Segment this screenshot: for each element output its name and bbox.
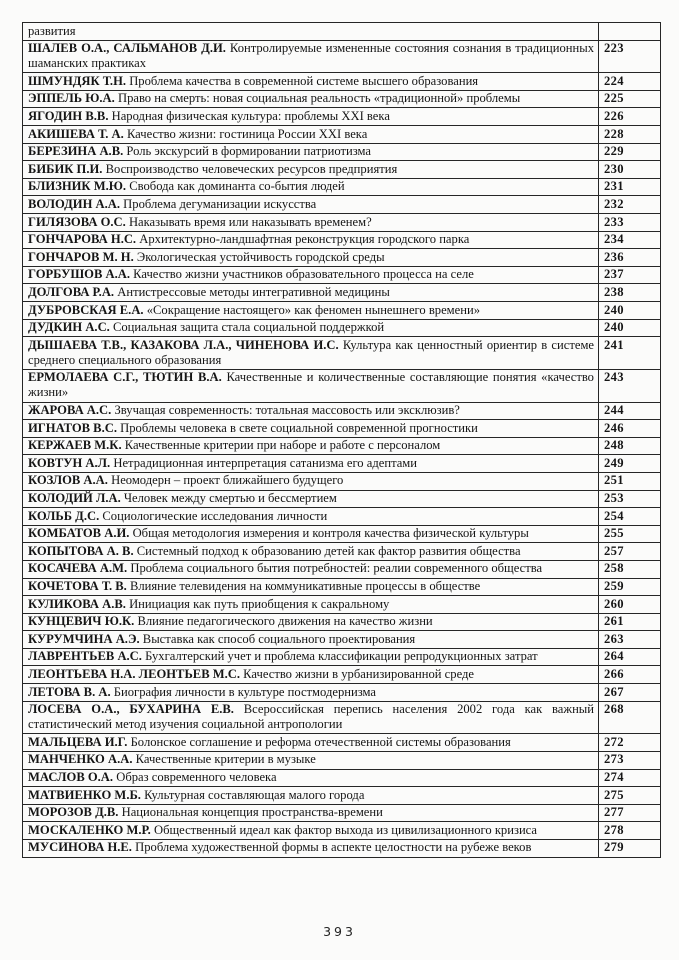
table-row xyxy=(23,214,661,232)
page-number-cell: 266 xyxy=(599,666,661,684)
entry-cell xyxy=(23,369,599,402)
entry-cell xyxy=(23,455,599,473)
entry-author: ГОНЧАРОВА Н.С. xyxy=(28,232,137,247)
entry-author: МУСИНОВА Н.Е. xyxy=(28,840,132,855)
page-number-cell: 273 xyxy=(599,751,661,769)
entry-title: Биография личности в культуре постмодернизма xyxy=(113,684,377,699)
entry-title: Проблема социального бытия потребностей: реалии современного общества xyxy=(130,561,543,576)
table-row xyxy=(23,543,661,561)
entry-author: КОВТУН А.Л. xyxy=(28,455,111,470)
toc-table xyxy=(22,22,661,858)
entry-author: ГОНЧАРОВ М. Н. xyxy=(28,249,134,264)
page-number-cell: 241 xyxy=(599,337,661,370)
entry-author: ДУДКИН А.С. xyxy=(28,320,110,335)
entry-title: Нетрадиционная интерпретация сатанизма его адептами xyxy=(113,455,418,470)
table-row xyxy=(23,126,661,144)
page-number-cell: 274 xyxy=(599,769,661,787)
table-row xyxy=(23,284,661,302)
table-row xyxy=(23,613,661,631)
entry-title: Антистрессовые методы интегративной медицины xyxy=(117,284,390,299)
page-number-cell: 255 xyxy=(599,525,661,543)
entry-cell xyxy=(23,73,599,91)
page-number-cell: 233 xyxy=(599,214,661,232)
entry-cell xyxy=(23,701,599,734)
entry-title: Наказывать время или наказывать временем? xyxy=(128,214,372,229)
entry-cell xyxy=(23,543,599,561)
entry-title: Бухгалтерский учет и проблема классификации репродукционных затрат xyxy=(145,649,538,664)
table-row xyxy=(23,23,661,41)
entry-title: Звучащая современность: тотальная массовость или эксклюзив? xyxy=(114,403,460,418)
table-row xyxy=(23,90,661,108)
entry-author: ИГНАТОВ В.С. xyxy=(28,420,117,435)
table-row xyxy=(23,839,661,857)
entry-title: Национальная концепция пространства-времени xyxy=(121,805,383,820)
entry-author: ЭППЕЛЬ Ю.А. xyxy=(28,91,115,106)
page-footer-number: 393 xyxy=(323,924,356,939)
entry-title: Качественные и количественные составляющие понятия «качество жизни» xyxy=(28,370,594,400)
entry-cell xyxy=(23,23,599,41)
table-row xyxy=(23,684,661,702)
entry-author: КОЧЕТОВА Т. В. xyxy=(28,579,127,593)
entry-cell xyxy=(23,648,599,666)
entry-cell xyxy=(23,437,599,455)
page-number-cell: 226 xyxy=(599,108,661,126)
entry-title: Системный подход к образованию детей как фактор развития общества xyxy=(136,543,521,558)
entry-author: ЛОСЕВА О.А., БУХАРИНА Е.В. xyxy=(28,702,234,717)
page-number-cell: 267 xyxy=(599,684,661,702)
entry-cell xyxy=(23,751,599,769)
entry-title: развития xyxy=(28,23,76,38)
table-row xyxy=(23,560,661,578)
page-number-cell: 275 xyxy=(599,787,661,805)
entry-author: ЛЕТОВА В. А. xyxy=(28,684,111,699)
entry-cell xyxy=(23,508,599,526)
entry-title: Общественный идеал как фактор выхода из цивилизационного кризиса xyxy=(153,822,538,837)
entry-cell xyxy=(23,337,599,370)
page-number-cell: 260 xyxy=(599,596,661,614)
table-row xyxy=(23,822,661,840)
table-row xyxy=(23,787,661,805)
entry-cell xyxy=(23,839,599,857)
entry-title: Влияние педагогического движения на качество жизни xyxy=(137,614,433,629)
entry-cell xyxy=(23,490,599,508)
entry-title: Проблема дегуманизации искусства xyxy=(123,196,317,211)
entry-cell xyxy=(23,40,599,73)
page-number-cell: 228 xyxy=(599,126,661,144)
entry-title: Контролируемые измененные состояния сознания в традиционных шаманских практиках xyxy=(28,41,594,71)
table-row xyxy=(23,525,661,543)
page-number-cell: 243 xyxy=(599,369,661,402)
entry-cell xyxy=(23,596,599,614)
entry-title: Качество жизни в урбанизированной среде xyxy=(243,666,474,681)
table-row xyxy=(23,249,661,267)
table-row xyxy=(23,508,661,526)
entry-cell xyxy=(23,266,599,284)
entry-author: ШМУНДЯК Т.Н. xyxy=(28,73,127,88)
entry-title: Качественные критерии при наборе и работе с персоналом xyxy=(124,438,441,453)
entry-cell xyxy=(23,472,599,490)
entry-author: МОСКАЛЕНКО М.Р. xyxy=(28,822,151,837)
entry-title: Влияние телевидения на коммуникативные процессы в обществе xyxy=(129,579,481,593)
page-number-cell: 254 xyxy=(599,508,661,526)
entry-title: «Сокращение настоящего» как феномен нынешнего времени» xyxy=(146,302,481,317)
entry-cell xyxy=(23,108,599,126)
table-row xyxy=(23,420,661,438)
entry-cell xyxy=(23,734,599,752)
entry-title: Народная физическая культура: проблемы XXI века xyxy=(111,108,390,123)
page-number-cell: 234 xyxy=(599,231,661,249)
entry-title: Социологические исследования личности xyxy=(102,508,328,523)
entry-cell xyxy=(23,787,599,805)
entry-author: ГИЛЯЗОВА О.С. xyxy=(28,214,126,229)
page-number-cell: 246 xyxy=(599,420,661,438)
table-row xyxy=(23,701,661,734)
entry-cell xyxy=(23,666,599,684)
page-number-cell: 229 xyxy=(599,143,661,161)
table-row xyxy=(23,73,661,91)
entry-title: Проблема художественной формы в аспекте целостности на рубеже веков xyxy=(135,840,532,855)
entry-author: МОРОЗОВ Д.В. xyxy=(28,805,119,820)
table-row xyxy=(23,769,661,787)
table-row xyxy=(23,196,661,214)
table-row xyxy=(23,178,661,196)
entry-title: Архитектурно-ландшафтная реконструкция городского парка xyxy=(139,232,470,247)
page-number-cell: 240 xyxy=(599,302,661,320)
entry-cell xyxy=(23,822,599,840)
table-row xyxy=(23,437,661,455)
page-number-cell: 248 xyxy=(599,437,661,455)
entry-title: Воспроизводство человеческих ресурсов предприятия xyxy=(105,161,398,176)
entry-cell xyxy=(23,684,599,702)
table-row xyxy=(23,596,661,614)
page-number-cell: 249 xyxy=(599,455,661,473)
entry-author: БИБИК П.И. xyxy=(28,161,103,176)
entry-title: Право на смерть: новая социальная реальность «традиционной» проблемы xyxy=(117,91,521,106)
entry-author: КУЛИКОВА А.В. xyxy=(28,596,126,611)
entry-author: ГОРБУШОВ А.А. xyxy=(28,267,130,282)
entry-author: ЛАВРЕНТЬЕВ А.С. xyxy=(28,649,142,664)
entry-title: Человек между смертью и бессмертием xyxy=(123,491,337,506)
page-number-cell: 251 xyxy=(599,472,661,490)
entry-author: КОПЫТОВА А. В. xyxy=(28,543,134,558)
entry-author: ЯГОДИН В.В. xyxy=(28,108,109,123)
entry-author: МАЛЬЦЕВА И.Г. xyxy=(28,734,128,749)
table-row xyxy=(23,472,661,490)
entry-title: Всероссийская перепись населения 2002 года как важный статистический метод изучения социальной антропологии xyxy=(28,702,595,732)
entry-cell xyxy=(23,231,599,249)
entry-title: Качество жизни участников образовательного процесса на селе xyxy=(133,267,474,282)
table-row xyxy=(23,337,661,370)
page-number-cell: 224 xyxy=(599,73,661,91)
entry-cell xyxy=(23,578,599,596)
table-row xyxy=(23,804,661,822)
entry-author: КОМБАТОВ А.И. xyxy=(28,526,130,541)
entry-author: МАСЛОВ О.А. xyxy=(28,770,114,785)
entry-author: ЛЕОНТЬЕВА Н.А. ЛЕОНТЬЕВ М.С. xyxy=(28,666,241,681)
entry-author: ВОЛОДИН А.А. xyxy=(28,196,121,211)
table-row xyxy=(23,631,661,649)
entry-title: Роль экскурсий в формировании патриотизма xyxy=(126,144,371,159)
table-row xyxy=(23,231,661,249)
page-number-cell: 279 xyxy=(599,839,661,857)
page-number-cell: 230 xyxy=(599,161,661,179)
entry-author: МАТВИЕНКО М.Б. xyxy=(28,787,141,802)
page-number-cell: 231 xyxy=(599,178,661,196)
page-number-cell: 232 xyxy=(599,196,661,214)
entry-author: МАНЧЕНКО А.А. xyxy=(28,752,133,767)
entry-cell xyxy=(23,284,599,302)
entry-cell xyxy=(23,560,599,578)
page-number-cell: 264 xyxy=(599,648,661,666)
entry-cell xyxy=(23,525,599,543)
entry-author: КОЛЬБ Д.С. xyxy=(28,508,100,523)
entry-title: Инициация как путь приобщения к сакральному xyxy=(129,596,390,611)
table-row xyxy=(23,666,661,684)
entry-cell xyxy=(23,143,599,161)
page-number-cell xyxy=(599,23,661,41)
table-row xyxy=(23,578,661,596)
table-row xyxy=(23,108,661,126)
entry-author: ДУБРОВСКАЯ Е.А. xyxy=(28,302,144,317)
table-row xyxy=(23,455,661,473)
entry-cell xyxy=(23,613,599,631)
entry-title: Социальная защита стала социальной поддержкой xyxy=(112,320,385,335)
entry-author: БЛИЗНИК М.Ю. xyxy=(28,179,127,194)
entry-cell xyxy=(23,420,599,438)
entry-cell xyxy=(23,804,599,822)
entry-author: ЕРМОЛАЕВА С.Г., ТЮТИН В.А. xyxy=(28,370,222,385)
page-number-cell: 268 xyxy=(599,701,661,734)
entry-title: Выставка как способ социального проектирования xyxy=(142,631,416,646)
entry-title: Проблема качества в современной системе высшего образования xyxy=(129,73,479,88)
page-number-cell: 277 xyxy=(599,804,661,822)
page-number-cell: 223 xyxy=(599,40,661,73)
entry-author: ШАЛЕВ О.А., САЛЬМАНОВ Д.И. xyxy=(28,41,226,56)
page-number-cell: 238 xyxy=(599,284,661,302)
entry-cell xyxy=(23,178,599,196)
table-row xyxy=(23,143,661,161)
page-number-cell: 259 xyxy=(599,578,661,596)
entry-author: ДЫШАЕВА Т.В., КАЗАКОВА Л.А., ЧИНЕНОВА И.С. xyxy=(28,337,339,352)
page-number-cell: 225 xyxy=(599,90,661,108)
page-number-cell: 261 xyxy=(599,613,661,631)
entry-author: ДОЛГОВА Р.А. xyxy=(28,284,115,299)
page-number-cell: 244 xyxy=(599,402,661,420)
entry-cell xyxy=(23,302,599,320)
entry-author: КУРУМЧИНА А.Э. xyxy=(28,631,140,646)
entry-author: КОЗЛОВ А.А. xyxy=(28,473,108,488)
entry-author: КОЛОДИЙ Л.А. xyxy=(28,491,121,506)
table-row xyxy=(23,402,661,420)
entry-cell xyxy=(23,631,599,649)
entry-cell xyxy=(23,769,599,787)
page-number-cell: 253 xyxy=(599,490,661,508)
page-number-cell: 258 xyxy=(599,560,661,578)
entry-cell xyxy=(23,161,599,179)
entry-title: Качество жизни: гостиница России XXI века xyxy=(126,126,368,141)
page-number-cell: 272 xyxy=(599,734,661,752)
entry-author: БЕРЕЗИНА А.В. xyxy=(28,144,124,159)
entry-author: АКИШЕВА Т. А. xyxy=(28,126,124,141)
entry-title: Культура как ценностный ориентир в системе среднего специального образования xyxy=(28,337,595,367)
page-number-cell: 257 xyxy=(599,543,661,561)
entry-cell xyxy=(23,249,599,267)
table-row xyxy=(23,648,661,666)
page-number-cell: 263 xyxy=(599,631,661,649)
entry-title: Образ современного человека xyxy=(116,770,277,785)
table-row xyxy=(23,490,661,508)
entry-title: Экологическая устойчивость городской среды xyxy=(136,249,385,264)
table-row xyxy=(23,40,661,73)
entry-title: Общая методология измерения и контроля качества физической культуры xyxy=(132,526,529,541)
entry-author: КОСАЧЕВА А.М. xyxy=(28,561,128,576)
entry-title: Болонское соглашение и реформа отечественной системы образования xyxy=(130,734,511,749)
table-row xyxy=(23,319,661,337)
table-row xyxy=(23,161,661,179)
table-row xyxy=(23,302,661,320)
page-number-cell: 236 xyxy=(599,249,661,267)
entry-author: КЕРЖАЕВ М.К. xyxy=(28,438,122,453)
table-row xyxy=(23,369,661,402)
entry-title: Неомодерн – проект ближайшего будущего xyxy=(111,473,344,488)
entry-cell xyxy=(23,319,599,337)
entry-author: ЖАРОВА А.С. xyxy=(28,403,112,418)
entry-cell xyxy=(23,214,599,232)
entry-title: Проблемы человека в свете социальной современной прогностики xyxy=(120,420,478,435)
entry-title: Качественные критерии в музыке xyxy=(135,752,316,767)
table-row xyxy=(23,751,661,769)
entry-cell xyxy=(23,126,599,144)
entry-cell xyxy=(23,402,599,420)
entry-cell xyxy=(23,90,599,108)
entry-cell xyxy=(23,196,599,214)
page-number-cell: 237 xyxy=(599,266,661,284)
entry-title: Свобода как доминанта со-бытия людей xyxy=(129,179,345,194)
table-row xyxy=(23,266,661,284)
page-number-cell: 240 xyxy=(599,319,661,337)
entry-author: КУНЦЕВИЧ Ю.К. xyxy=(28,614,135,629)
table-row xyxy=(23,734,661,752)
entry-title: Культурная составляющая малого города xyxy=(144,787,365,802)
page-number-cell: 278 xyxy=(599,822,661,840)
